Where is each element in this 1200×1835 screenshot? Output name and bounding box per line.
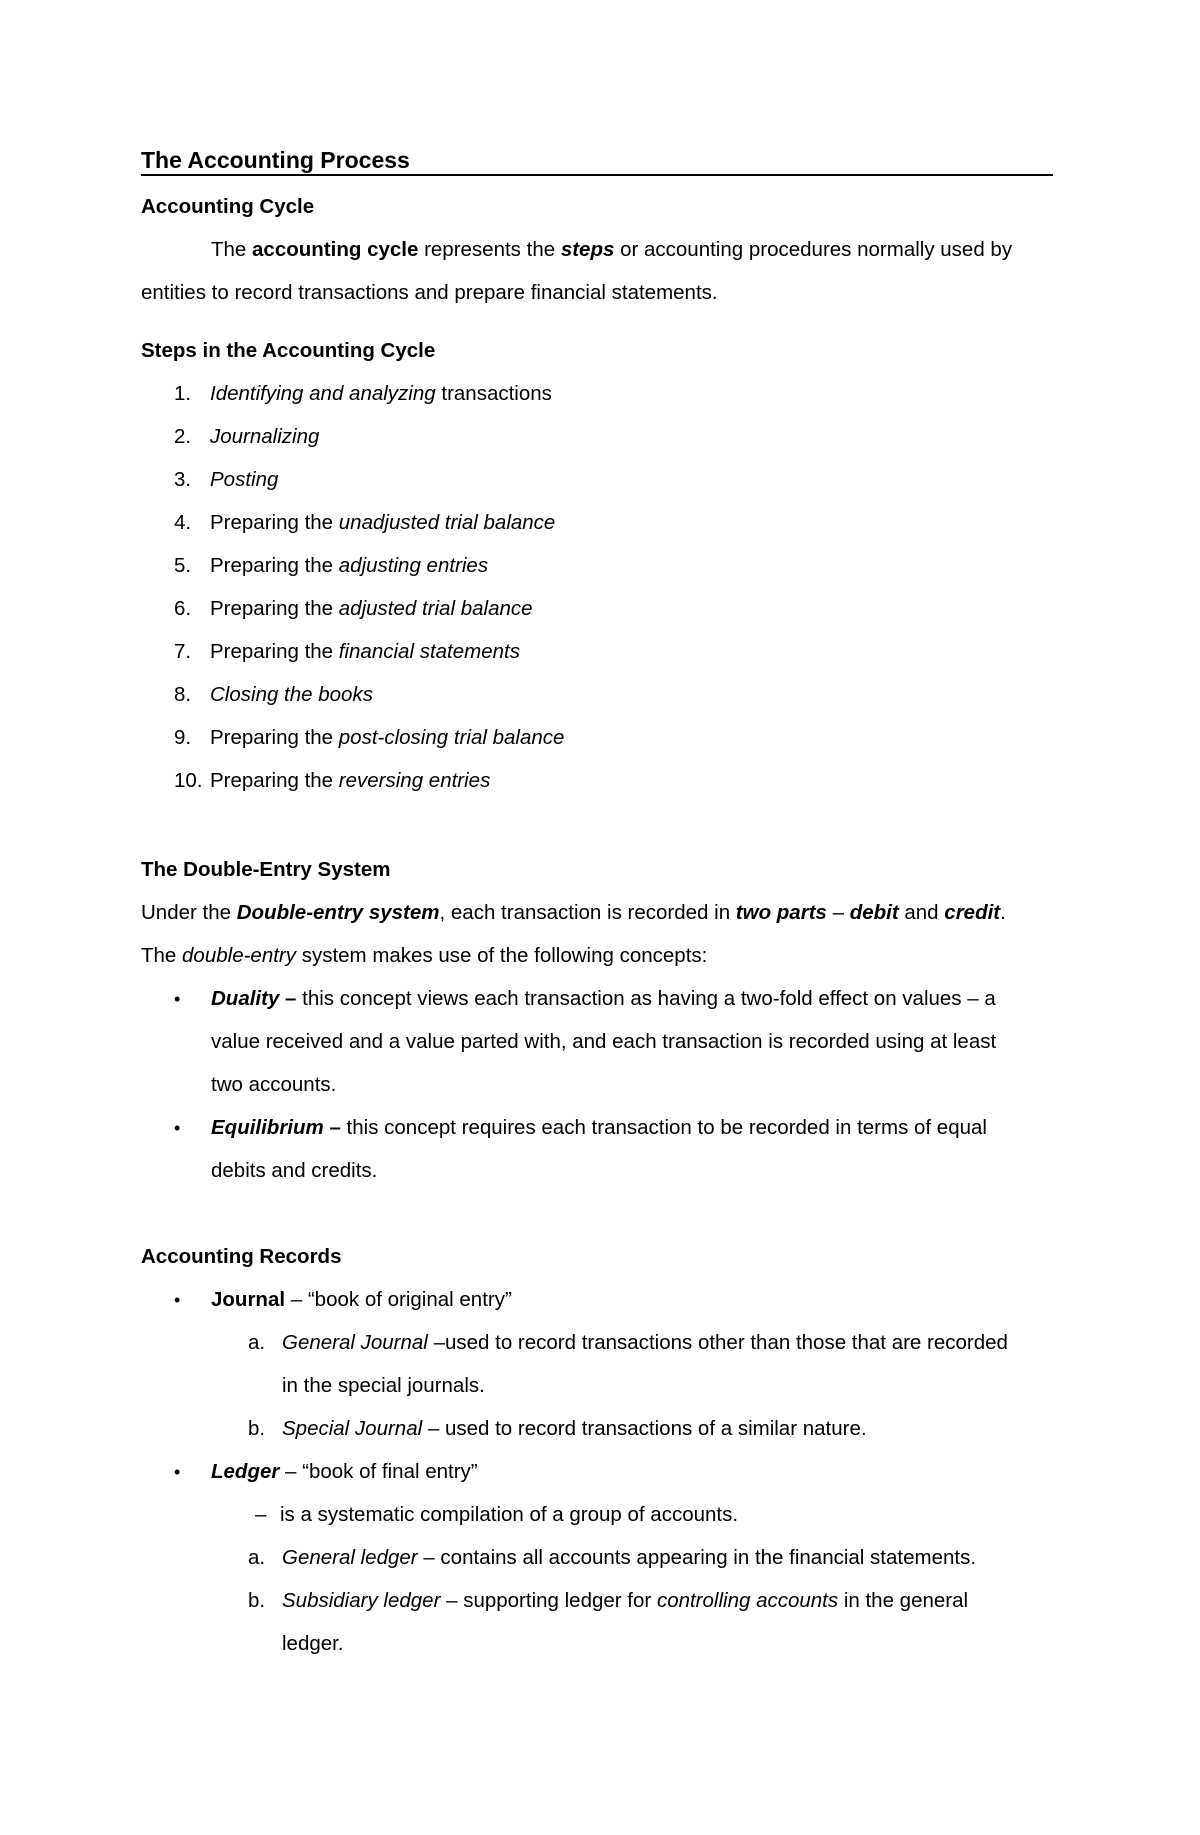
cycle-paragraph-line2: entities to record transactions and prepare financial statements.: [141, 281, 718, 304]
step-number: 7.: [174, 640, 192, 663]
text-span: system makes use of the following concepts:: [296, 944, 708, 967]
section-heading-accounting-cycle: Accounting Cycle: [141, 195, 315, 218]
step-term: unadjusted trial balance: [338, 511, 556, 534]
term-two-parts: two parts: [735, 901, 827, 924]
step-term: adjusted trial balance: [338, 597, 533, 620]
step-number: 4.: [174, 511, 192, 534]
term-general-journal: General Journal: [282, 1331, 428, 1354]
text-span: The: [211, 238, 253, 261]
letter-b-subsidiary-ledger: b.: [248, 1589, 266, 1612]
step-number: 1.: [174, 382, 192, 405]
text-span: represents the: [418, 238, 561, 261]
step-number: 2.: [174, 425, 192, 448]
step-item: [174, 596, 533, 622]
journal-line: [211, 1287, 512, 1313]
special-journal-line: [282, 1416, 867, 1442]
step-text: Preparing the: [210, 726, 339, 749]
term-steps: steps: [560, 238, 615, 261]
duality-line1: [211, 986, 996, 1012]
section-heading-steps: Steps in the Accounting Cycle: [141, 339, 436, 362]
text-span: – “book of original entry”: [285, 1288, 512, 1311]
bullet-duality: •: [174, 989, 181, 1009]
text-span: this concept views each transaction as having a two-fold effect on values – a: [296, 987, 996, 1010]
section-heading-accounting-records: Accounting Records: [141, 1245, 342, 1268]
double-entry-line1: [141, 900, 1006, 926]
double-entry-line2: [141, 943, 707, 969]
text-span: or accounting procedures normally used by: [614, 238, 1013, 261]
step-text: Preparing the: [210, 554, 339, 577]
general-ledger-line: [282, 1545, 976, 1571]
step-term: post-closing trial balance: [338, 726, 565, 749]
step-term: reversing entries: [338, 769, 491, 792]
text-span: – contains all accounts appearing in the financial statements.: [417, 1546, 977, 1569]
step-term: Closing the books: [210, 683, 373, 706]
step-term: Journalizing: [210, 425, 320, 448]
step-number: 9.: [174, 726, 192, 749]
text-span: .: [1000, 901, 1006, 924]
step-item: [174, 424, 319, 450]
letter-a-general-journal: a.: [248, 1331, 266, 1354]
text-span: The: [141, 944, 183, 967]
duality-line2: value received and a value parted with, and each transaction is recorded using at least: [211, 1030, 997, 1053]
bullet-ledger: •: [174, 1462, 181, 1482]
term-controlling-accounts: controlling accounts: [656, 1589, 839, 1612]
text-span: in the general: [838, 1589, 969, 1612]
term-accounting-cycle: accounting cycle: [252, 238, 419, 261]
term-double-entry-system: Double-entry system: [236, 901, 440, 924]
step-text: Preparing the: [210, 769, 339, 792]
subsidiary-ledger-line1: [282, 1588, 968, 1614]
general-journal-line1: [282, 1330, 1008, 1356]
duality-line3: two accounts.: [211, 1073, 337, 1096]
text-span: Under the: [141, 901, 237, 924]
step-term: Identifying and analyzing: [210, 382, 436, 405]
ledger-line: [211, 1459, 478, 1485]
equilibrium-line1: [211, 1115, 987, 1141]
step-number: 6.: [174, 597, 192, 620]
text-span: this concept requires each transaction to be recorded in terms of equal: [340, 1116, 987, 1139]
term-debit: debit: [849, 901, 899, 924]
equilibrium-line2: debits and credits.: [211, 1159, 378, 1182]
step-item: [174, 639, 520, 665]
page-title: The Accounting Process: [141, 146, 1053, 176]
text-span: – used to record transactions of a similar nature.: [422, 1417, 867, 1440]
term-ledger: Ledger: [211, 1460, 280, 1483]
bullet-equilibrium: •: [174, 1118, 181, 1138]
step-text: Preparing the: [210, 640, 339, 663]
bullet-journal: •: [174, 1290, 181, 1310]
step-text: Preparing the: [210, 511, 339, 534]
letter-a-general-ledger: a.: [248, 1546, 266, 1569]
step-term: financial statements: [338, 640, 520, 663]
general-journal-line2: in the special journals.: [282, 1374, 485, 1397]
step-text: Preparing the: [210, 597, 339, 620]
step-item: [174, 725, 564, 751]
term-special-journal: Special Journal: [282, 1417, 423, 1440]
section-heading-double-entry: The Double-Entry System: [141, 858, 391, 881]
step-number: 8.: [174, 683, 192, 706]
step-item: [174, 682, 373, 708]
step-item: [174, 467, 278, 493]
text-span: – “book of final entry”: [279, 1460, 478, 1483]
step-number: 3.: [174, 468, 192, 491]
step-term: adjusting entries: [338, 554, 489, 577]
term-equilibrium: Equilibrium –: [211, 1116, 341, 1139]
step-item: [174, 381, 552, 407]
text-span: and: [898, 901, 945, 924]
step-text: transactions: [435, 382, 552, 405]
term-duality: Duality –: [211, 987, 297, 1010]
term-general-ledger: General ledger: [282, 1546, 418, 1569]
text-span: , each transaction is recorded in: [439, 901, 736, 924]
text-span: –: [826, 901, 850, 924]
step-item: [174, 510, 555, 536]
subsidiary-ledger-line2: ledger.: [282, 1632, 344, 1655]
text-span: – supporting ledger for: [440, 1589, 657, 1612]
letter-b-special-journal: b.: [248, 1417, 266, 1440]
ledger-description: is a systematic compilation of a group of accounts.: [280, 1503, 739, 1526]
step-item: [174, 768, 490, 794]
step-term: Posting: [210, 468, 279, 491]
step-number: 10.: [174, 769, 203, 792]
term-double-entry: double-entry: [182, 944, 296, 967]
text-span: –used to record transactions other than those that are recorded: [427, 1331, 1008, 1354]
cycle-paragraph-line1: [211, 237, 1012, 263]
step-number: 5.: [174, 554, 192, 577]
term-credit: credit: [944, 901, 1001, 924]
ledger-dash: –: [255, 1503, 267, 1526]
term-journal: Journal: [211, 1288, 286, 1311]
step-item: [174, 553, 488, 579]
term-subsidiary-ledger: Subsidiary ledger: [282, 1589, 441, 1612]
